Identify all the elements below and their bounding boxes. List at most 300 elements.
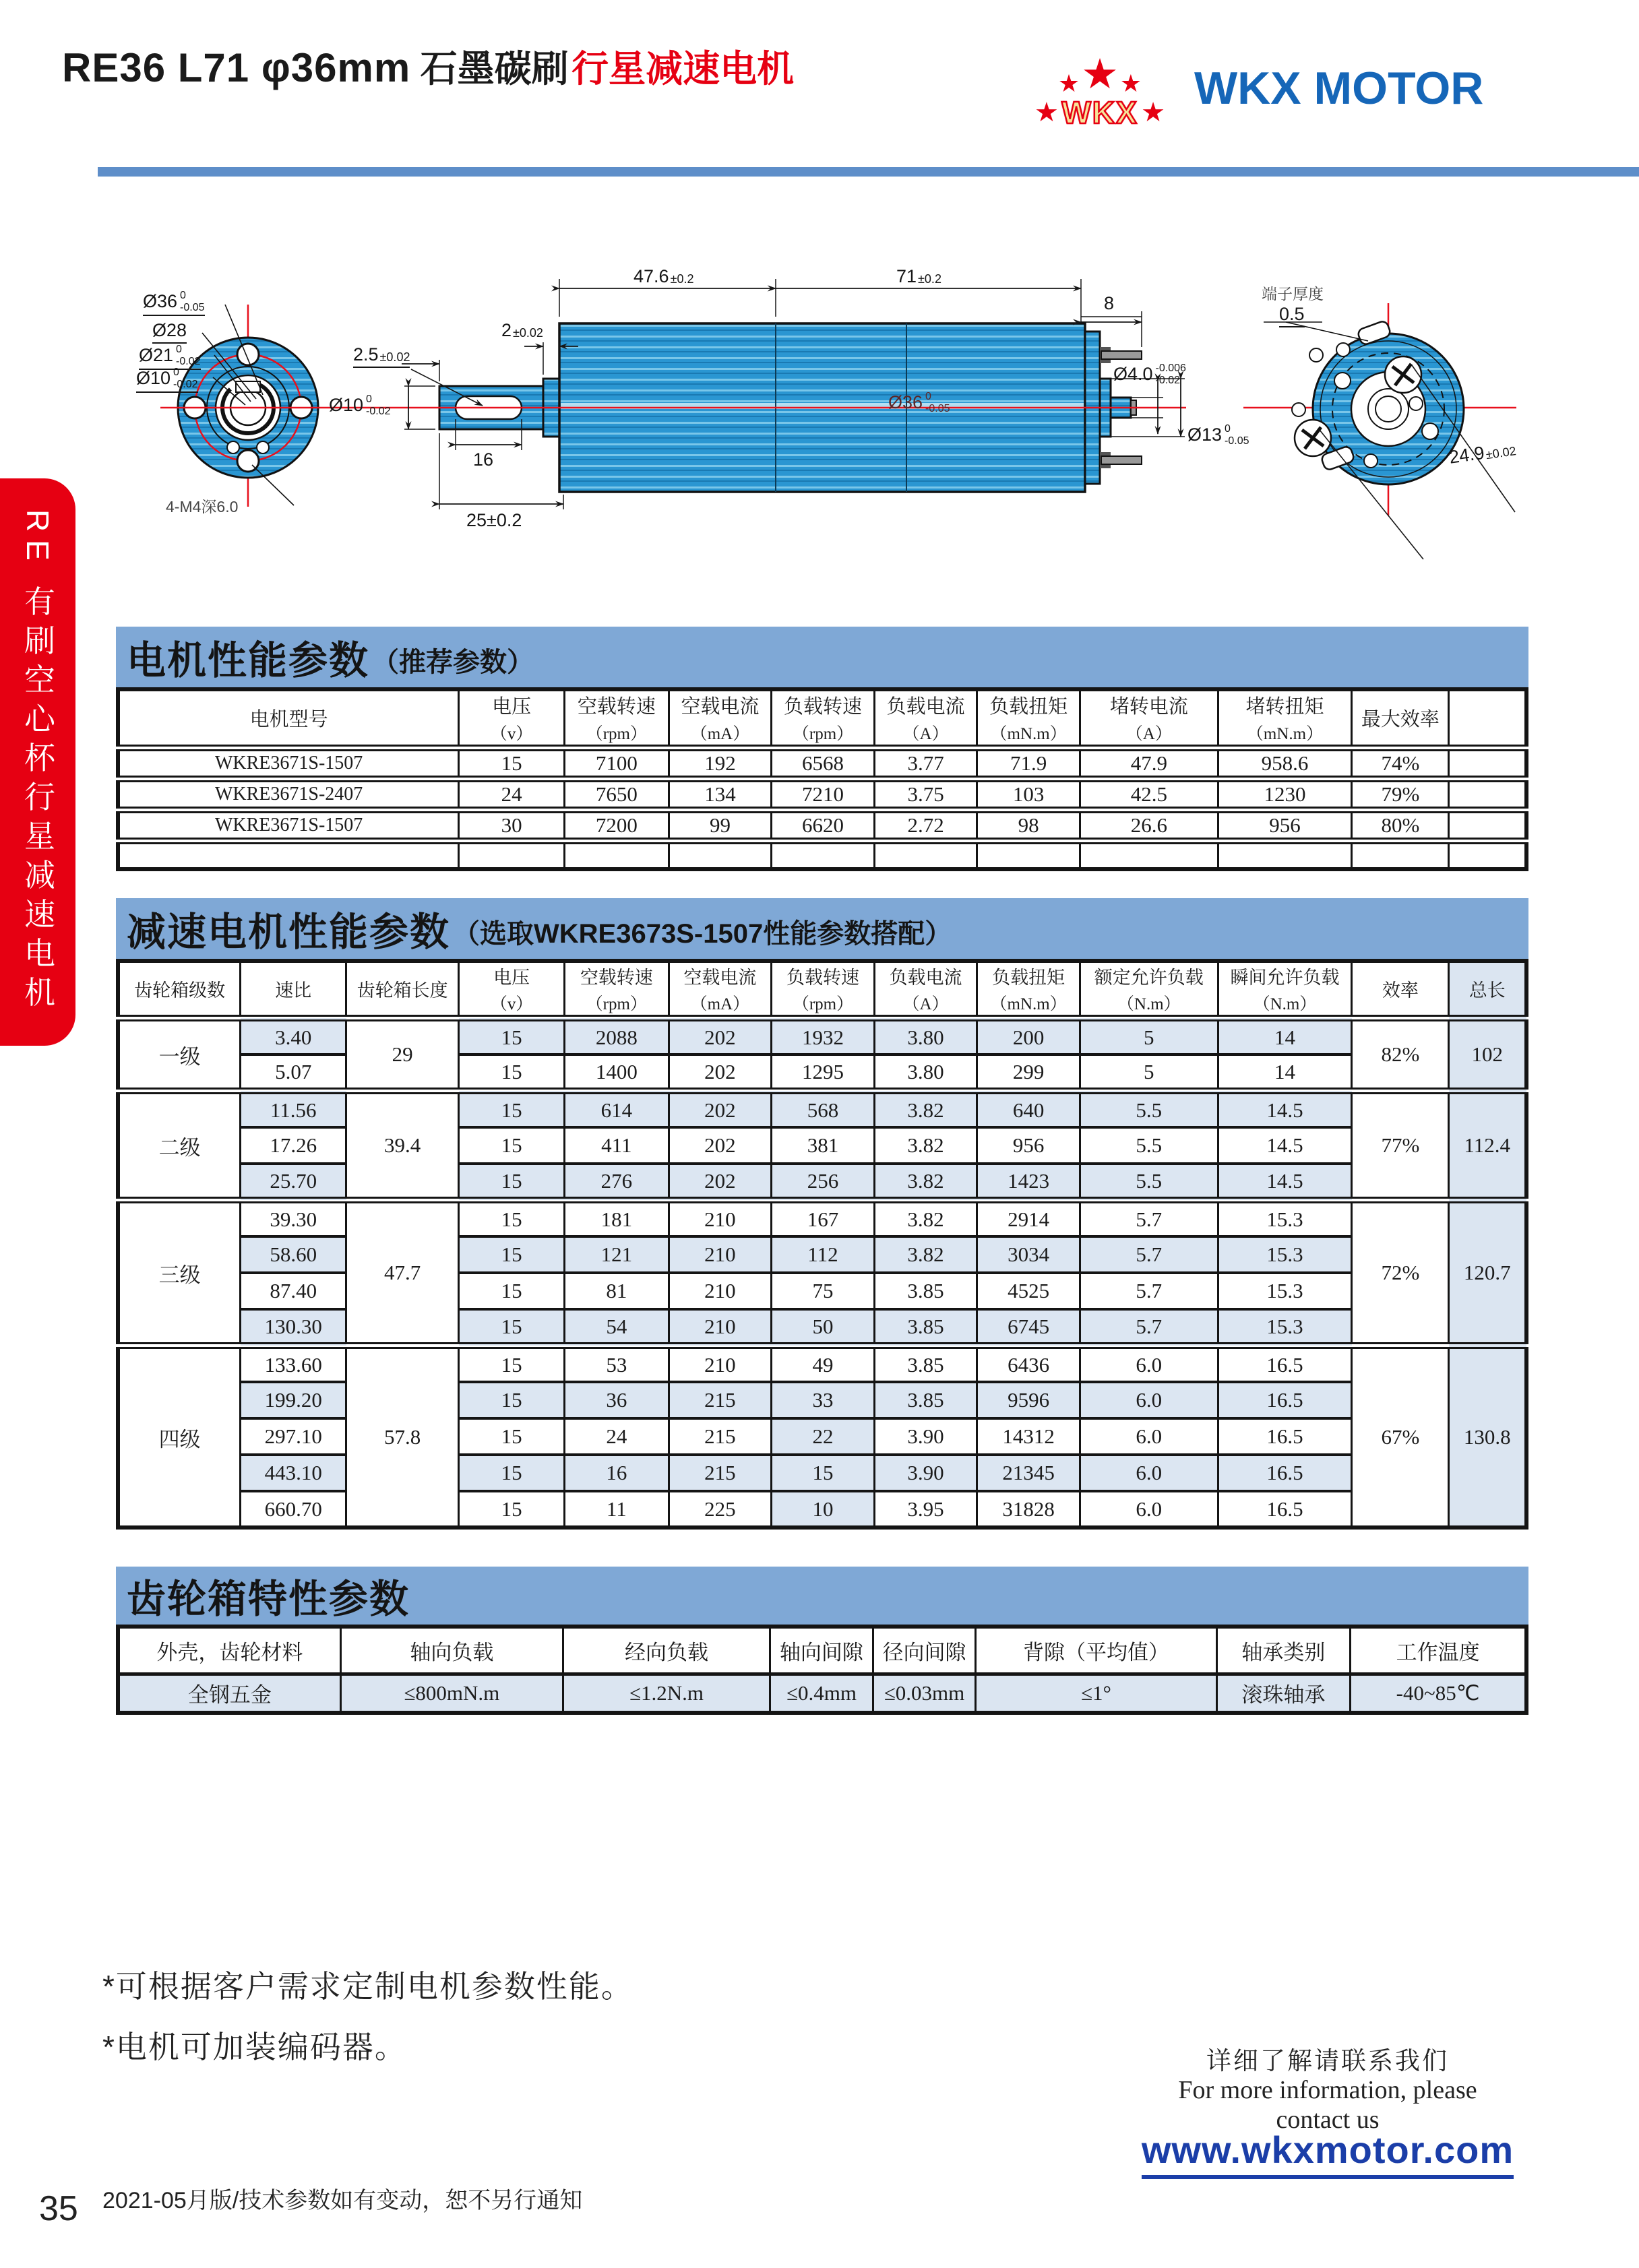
table-cell: 256 [772,1164,875,1200]
dim-side-pin-length: 8 [1104,293,1115,313]
table-cell: 2088 [564,1018,669,1054]
table-cell: 15 [459,1382,565,1418]
table-cell: 33 [772,1382,875,1418]
table-cell: 15 [459,1236,565,1273]
ratio-cell: 25.70 [241,1164,346,1200]
motor-performance-table [116,687,1528,871]
table-cell: 103 [977,779,1080,810]
model-cell: WKRE3671S-2407 [118,779,459,810]
dim-front-d28: Ø28 [152,321,187,344]
brand-name: WKX MOTOR [1194,63,1484,114]
footer-note-custom: *可根据客户需求定制电机参数性能。 [102,1969,633,2004]
table-cell: 3.80 [874,1054,977,1091]
table-cell: 112 [772,1236,875,1273]
table-cell: 24 [459,779,565,810]
table-cell: 215 [669,1382,772,1418]
table-cell: 6.0 [1080,1491,1218,1527]
table-cell: 6568 [772,748,875,779]
table-row [118,1164,1526,1200]
stage-cell: 四级 [118,1346,241,1527]
dim-side-motor-length: 71 ±0.2 [896,266,941,286]
table-cell: 21345 [977,1455,1080,1491]
table-cell: 22 [772,1418,875,1455]
gearmotor-performance-table [116,959,1528,1530]
table-cell: 14 [1218,1018,1352,1054]
table-cell: 49 [772,1346,875,1382]
table-row [118,841,1526,869]
table-cell: 202 [669,1164,772,1200]
table-cell: 16.5 [1218,1418,1352,1455]
technical-drawing [0,256,1639,566]
gear-length-cell: 57.8 [346,1346,459,1527]
table-cell: 1400 [564,1054,669,1091]
column-header: 齿轮箱长度 [346,961,459,1018]
dim-front-d10: Ø10 0 -0.02 [136,367,198,393]
front-view-drawing [178,305,318,507]
column-header: 堵转扭矩 （mN.m） [1218,689,1352,748]
ratio-cell: 660.70 [241,1491,346,1527]
column-header: 空载转速 （rpm） [564,961,669,1018]
ratio-cell: 11.56 [241,1091,346,1127]
dim-front-holes: 4-M4深6.0 [166,498,239,515]
table-cell: 15 [772,1455,875,1491]
table-cell: 134 [669,779,772,810]
table-row [118,1236,1526,1273]
column-header: 最大效率 [1352,689,1449,748]
table-row [118,1127,1526,1164]
ratio-cell: 17.26 [241,1127,346,1164]
table-cell: 79% [1352,779,1449,810]
column-header: 空载电流 （mA） [669,689,772,748]
efficiency-cell: 77% [1352,1091,1449,1200]
table-cell: 3034 [977,1236,1080,1273]
table-cell: 14.5 [1218,1164,1352,1200]
table-cell: 15 [459,1491,565,1527]
dim-side-shaft-dia: Ø10 0 -0.02 [329,393,391,417]
table-cell: ≤0.03mm [873,1674,976,1713]
table-cell: 53 [564,1346,669,1382]
table-cell: 7100 [565,748,669,779]
table-cell: 3.85 [874,1382,977,1418]
table-cell [977,841,1080,869]
table-cell: 42.5 [1080,779,1218,810]
column-header: 齿轮箱级数 [118,961,241,1018]
table-cell: 6620 [772,810,875,841]
table-cell: 210 [669,1236,772,1273]
table-cell: 568 [772,1091,875,1127]
rear-view-drawing [1243,303,1516,559]
table-cell: ≤0.4mm [770,1674,873,1713]
table-cell: 276 [564,1164,669,1200]
section1-title-text: 电机性能参数 [127,639,370,683]
contact-cn-text: 详细了解请联系我们 [1206,2047,1449,2075]
gear-length-cell: 39.4 [346,1091,459,1200]
table-cell: 7210 [772,779,875,810]
table-cell: 47.9 [1080,748,1218,779]
table-cell: 299 [977,1054,1080,1091]
dim-side-key-depth: 2.5 ±0.02 [353,345,410,368]
table-cell: 15 [459,1455,565,1491]
column-header: 电压 （v） [459,689,565,748]
total-length-cell: 102 [1449,1018,1526,1091]
table-cell: 5.5 [1080,1127,1218,1164]
section2-subtitle-text: （选取WKRE3673S-1507性能参数搭配） [453,918,952,949]
contact-en-text: For more information, please contact us [1178,2076,1477,2134]
table-cell: 5.7 [1080,1309,1218,1346]
table-cell: 3.75 [874,779,977,810]
table-cell: 6.0 [1080,1418,1218,1455]
table-cell: 381 [772,1127,875,1164]
table-cell: 7650 [565,779,669,810]
table-cell: 215 [669,1455,772,1491]
table-cell [772,841,875,869]
table-cell: 210 [669,1200,772,1236]
table-cell: 15 [459,1418,565,1455]
column-header: 轴向间隙 [770,1627,873,1674]
table-cell: 31828 [977,1491,1080,1527]
table-cell: 15 [459,1091,565,1127]
table-cell: 15 [459,1309,565,1346]
section-title-motor-performance [116,627,1528,687]
stage-cell: 三级 [118,1200,241,1346]
drawing-canvas [0,256,1639,566]
ratio-cell: 133.60 [241,1346,346,1382]
title-red-text: 行星减速电机 [571,48,795,90]
column-header: 负载转速 （rpm） [772,689,875,748]
table-cell [1449,748,1526,779]
total-length-cell: 120.7 [1449,1200,1526,1346]
table-cell: 411 [564,1127,669,1164]
table-cell: 24 [564,1418,669,1455]
table-cell: 71.9 [977,748,1080,779]
dim-rear-terminal-pitch: 24.9 ±0.02 [1448,442,1517,468]
table-cell: 14.5 [1218,1091,1352,1127]
table-cell [1352,841,1449,869]
dim-side-key-length: 16 [473,449,494,470]
section-title-gearbox-characteristics [116,1567,1528,1625]
ratio-cell: 199.20 [241,1382,346,1418]
table-row [118,1346,1526,1382]
table-cell: 3.90 [874,1455,977,1491]
table-cell: 3.95 [874,1491,977,1527]
section1-subtitle-text: （推荐参数） [372,647,534,677]
table-cell: 15 [459,1273,565,1309]
table-cell: 5.7 [1080,1236,1218,1273]
table-cell: 2914 [977,1200,1080,1236]
table-cell: 5 [1080,1054,1218,1091]
table-cell: 98 [977,810,1080,841]
footer-note-encoder: *电机可加装编码器。 [102,2029,407,2065]
ratio-cell: 130.30 [241,1309,346,1346]
table-cell: 1423 [977,1164,1080,1200]
efficiency-cell: 72% [1352,1200,1449,1346]
table-cell: 14.5 [1218,1127,1352,1164]
logo-wordmark: ★ WKX ★ [1034,95,1165,130]
table-cell: 167 [772,1200,875,1236]
table-row [118,1418,1526,1455]
table-cell: 全钢五金 [118,1674,340,1713]
table-cell: 202 [669,1127,772,1164]
column-header: 径向间隙 [873,1627,976,1674]
section-title-gearmotor-performance [116,898,1528,959]
table-cell: 3.80 [874,1018,977,1054]
table-cell: 26.6 [1080,810,1218,841]
table-cell: 200 [977,1018,1080,1054]
dim-side-body-dia: Ø36 0 -0.05 [888,391,950,414]
table-cell: 215 [669,1418,772,1455]
stage-cell: 二级 [118,1091,241,1200]
table-row [118,810,1526,841]
table-cell: 1230 [1218,779,1352,810]
table-cell: 80% [1352,810,1449,841]
table-header-row [118,1627,1526,1674]
table-row [118,1054,1526,1091]
table-cell: 210 [669,1273,772,1309]
column-header: 负载扭矩 （mN.m） [977,961,1080,1018]
table-row [118,1455,1526,1491]
website-block [1139,2128,1516,2172]
table-cell [1449,810,1526,841]
table-cell: 202 [669,1091,772,1127]
ratio-cell: 297.10 [241,1418,346,1455]
stage-cell: 一级 [118,1018,241,1091]
table-cell: 3.82 [874,1091,977,1127]
table-cell: 11 [564,1491,669,1527]
table-cell: 121 [564,1236,669,1273]
table-cell: 74% [1352,748,1449,779]
column-header: 负载电流 （A） [874,961,977,1018]
dim-side-shaft-length: 25±0.2 [466,510,522,530]
table-cell: 192 [669,748,772,779]
section2-title-text: 减速电机性能参数 [127,910,451,954]
table-cell: ≤800mN.m [340,1674,563,1713]
table-cell: 210 [669,1309,772,1346]
table-row [118,1382,1526,1418]
dim-rear-terminal-thickness: 0.5 [1279,305,1305,327]
table-row [118,1491,1526,1527]
table-cell: 202 [669,1054,772,1091]
dim-front-d36: Ø36 0 -0.05 [143,290,205,316]
efficiency-cell: 67% [1352,1346,1449,1527]
column-header: 负载扭矩 （mN.m） [977,689,1080,748]
table-row [118,779,1526,810]
table-cell: 6.0 [1080,1346,1218,1382]
dim-side-gear-length: 47.6 ±0.2 [633,266,694,286]
table-cell: 16 [564,1455,669,1491]
table-cell: 2.72 [874,810,977,841]
ratio-cell: 58.60 [241,1236,346,1273]
total-length-cell: 130.8 [1449,1346,1526,1527]
column-header: 轴向负载 [340,1627,563,1674]
ratio-cell: 39.30 [241,1200,346,1236]
table-cell: 99 [669,810,772,841]
model-cell: WKRE3671S-1507 [118,810,459,841]
ratio-cell: 3.40 [241,1018,346,1054]
column-header: 总长 [1449,961,1526,1018]
table-cell: 16.5 [1218,1455,1352,1491]
table-cell: 9596 [977,1382,1080,1418]
table-cell: 50 [772,1309,875,1346]
table-cell: 225 [669,1491,772,1527]
table-cell [118,841,459,869]
efficiency-cell: 82% [1352,1018,1449,1091]
title-model-text: RE36 L71 φ36mm [62,45,411,90]
table-cell [1080,841,1218,869]
table-cell: 15 [459,1164,565,1200]
total-length-cell: 112.4 [1449,1091,1526,1200]
column-header: 瞬间允许负载 （N.m） [1218,961,1352,1018]
ratio-cell: 5.07 [241,1054,346,1091]
table-cell: 5.5 [1080,1091,1218,1127]
model-cell: WKRE3671S-1507 [118,748,459,779]
sidebar-series-label: RE 有刷空心杯行星减速电机 [20,509,55,1015]
logo-stars-icon: ★★★ [1057,51,1142,98]
ratio-cell: 87.40 [241,1273,346,1309]
table-cell: 3.77 [874,748,977,779]
table-cell: 202 [669,1018,772,1054]
table-cell: 10 [772,1491,875,1527]
table-header-row [118,961,1526,1018]
table-row [118,1273,1526,1309]
table-cell: 181 [564,1200,669,1236]
table-cell: 7200 [565,810,669,841]
table-cell [1449,779,1526,810]
table-cell: 3.85 [874,1309,977,1346]
table-cell: 5.7 [1080,1273,1218,1309]
table-row [118,1091,1526,1127]
table-cell: 956 [977,1127,1080,1164]
table-cell: 14312 [977,1418,1080,1455]
table-cell: 54 [564,1309,669,1346]
table-cell: 3.82 [874,1127,977,1164]
table-cell: 15 [459,748,565,779]
table-cell: 15.3 [1218,1236,1352,1273]
table-cell [669,841,772,869]
table-cell: 15.3 [1218,1309,1352,1346]
table-cell: 30 [459,810,565,841]
column-header: 负载电流 （A） [874,689,977,748]
gear-length-cell: 29 [346,1018,459,1091]
dim-side-boss-dia: Ø13 0 -0.05 [1187,423,1249,447]
column-header: 速比 [241,961,346,1018]
column-header: 轴承类别 [1216,1627,1351,1674]
table-cell: 16.5 [1218,1346,1352,1382]
table-row [118,1200,1526,1236]
table-cell: 4525 [977,1273,1080,1309]
table-cell: 958.6 [1218,748,1352,779]
column-header: 效率 [1352,961,1449,1018]
table-cell [1449,841,1526,869]
column-header: 外壳，齿轮材料 [118,1627,340,1674]
website-link[interactable]: www.wkxmotor.com [1142,2129,1514,2179]
section3-title-text: 齿轮箱特性参数 [127,1577,410,1621]
column-header [1449,689,1526,748]
column-header: 背隙（平均值） [976,1627,1216,1674]
table-cell: 16.5 [1218,1382,1352,1418]
version-note: 2021-05月版/技术参数如有变动，恕不另行通知 [102,2188,583,2213]
table-cell: 15 [459,1054,565,1091]
dim-rear-terminal-label: 端子厚度 [1262,285,1324,303]
table-cell: 15.3 [1218,1273,1352,1309]
table-cell: 3.82 [874,1236,977,1273]
table-cell: 15.3 [1218,1200,1352,1236]
page-number: 35 [39,2189,78,2228]
table-cell: 1932 [772,1018,875,1054]
column-header: 负载转速 （rpm） [772,961,875,1018]
page-title [62,39,794,92]
column-header: 额定允许负载 （N.m） [1080,961,1218,1018]
table-cell: 5.5 [1080,1164,1218,1200]
table-cell: 81 [564,1273,669,1309]
table-cell: 6745 [977,1309,1080,1346]
table-cell: 5.7 [1080,1200,1218,1236]
table-row [118,1674,1526,1713]
column-header: 工作温度 [1351,1627,1526,1674]
table-cell: 6.0 [1080,1382,1218,1418]
table-cell [1218,841,1352,869]
dim-side-out-shaft-dia: Ø4.0 -0.006 -0.02 [1113,363,1186,386]
table-cell: 16.5 [1218,1491,1352,1527]
gear-length-cell: 47.7 [346,1200,459,1346]
wkx-star-logo [1019,51,1181,130]
table-cell: 6.0 [1080,1455,1218,1491]
table-cell [459,841,565,869]
column-header: 电机型号 [118,689,459,748]
dim-front-d21: Ø21 0 -0.02 [139,344,201,370]
table-cell: 6436 [977,1346,1080,1382]
table-cell: 3.90 [874,1418,977,1455]
table-cell: ≤1° [976,1674,1216,1713]
table-header-row [118,689,1526,748]
table-cell: ≤1.2N.m [563,1674,770,1713]
header-divider-bar [98,167,1639,177]
column-header: 堵转电流 （A） [1080,689,1218,748]
table-cell: 15 [459,1200,565,1236]
table-cell: 15 [459,1127,565,1164]
table-cell: 210 [669,1346,772,1382]
gearbox-characteristics-table [116,1625,1528,1715]
column-header: 电压 （v） [459,961,565,1018]
column-header: 空载电流 （mA） [669,961,772,1018]
table-cell: 3.82 [874,1200,977,1236]
table-cell: -40~85℃ [1351,1674,1526,1713]
table-cell: 15 [459,1346,565,1382]
table-cell: 640 [977,1091,1080,1127]
table-cell [565,841,669,869]
table-row [118,748,1526,779]
table-cell [874,841,977,869]
ratio-cell: 443.10 [241,1455,346,1491]
table-cell: 36 [564,1382,669,1418]
table-row [118,1309,1526,1346]
table-cell: 15 [459,1018,565,1054]
table-cell: 75 [772,1273,875,1309]
column-header: 经向负载 [563,1627,770,1674]
title-black-text: 石墨碳刷 [420,48,569,90]
table-cell: 3.85 [874,1346,977,1382]
table-cell: 5 [1080,1018,1218,1054]
table-cell: 614 [564,1091,669,1127]
column-header: 空载转速 （rpm） [565,689,669,748]
table-cell: 956 [1218,810,1352,841]
dim-side-boss-length: 2 ±0.02 [501,320,543,340]
table-cell: 滚珠轴承 [1216,1674,1351,1713]
table-cell: 1295 [772,1054,875,1091]
table-cell: 3.82 [874,1164,977,1200]
table-cell: 14 [1218,1054,1352,1091]
table-cell: 3.85 [874,1273,977,1309]
table-row [118,1018,1526,1054]
